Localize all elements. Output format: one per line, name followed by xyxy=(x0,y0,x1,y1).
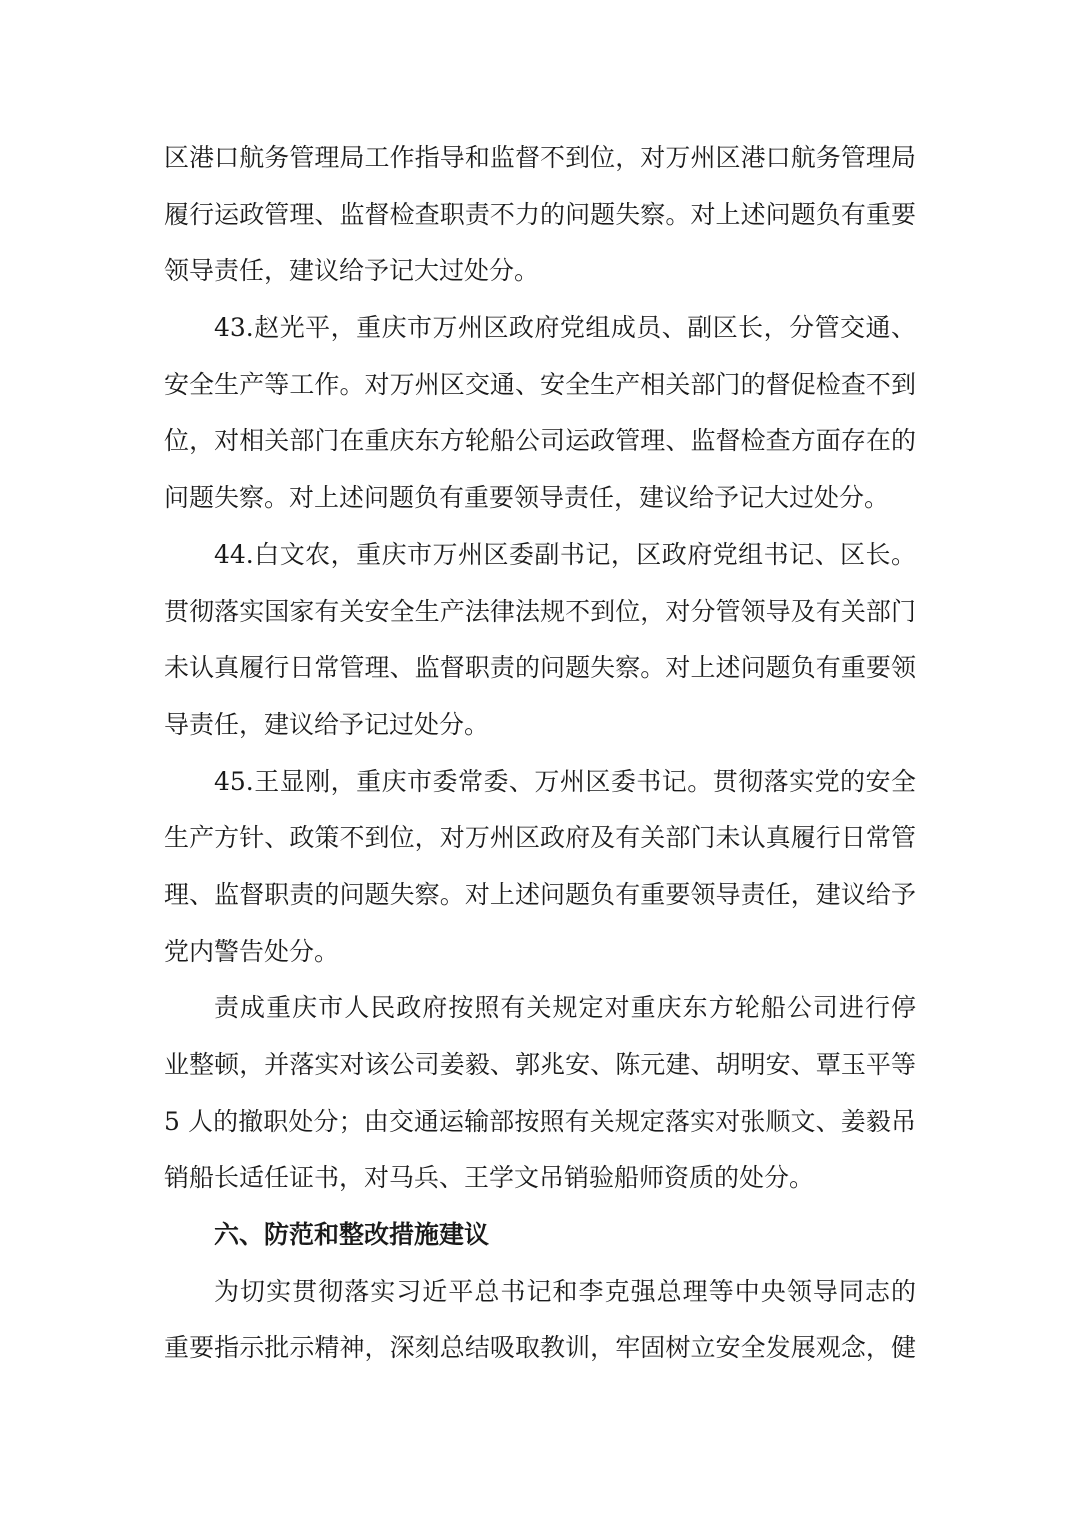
item-43-first-line: 43.赵光平，重庆市万州区政府党组成员、副区长，分管交通、 xyxy=(214,313,916,343)
paragraph-first-line: 为切实贯彻落实习近平总书记和李克强总理等中央领导同志的 xyxy=(214,1276,916,1306)
text-line: 区港口航务管理局工作指导和监督不到位，对万州区港口航务管理局 xyxy=(164,143,916,172)
text-line: 贯彻落实国家有关安全生产法律法规不到位，对分管领导及有关部门 xyxy=(164,596,916,626)
text-line: 位，对相关部门在重庆东方轮船公司运政管理、监督检查方面存在的 xyxy=(164,426,916,456)
text-line: 导责任，建议给予记过处分。 xyxy=(164,709,490,739)
item-44-first-line: 44.白文农，重庆市万州区委副书记，区政府党组书记、区长。 xyxy=(214,539,916,569)
text-line: 销船长适任证书，对马兵、王学文吊销验船师资质的处分。 xyxy=(164,1163,815,1193)
paragraph-first-line: 责成重庆市人民政府按照有关规定对重庆东方轮船公司进行停 xyxy=(214,993,916,1023)
text-line: 未认真履行日常管理、监督职责的问题失察。对上述问题负有重要领 xyxy=(164,653,916,683)
item-45-first-line: 45.王显刚，重庆市委常委、万州区委书记。贯彻落实党的安全 xyxy=(214,766,916,796)
section-heading: 六、防范和整改措施建议 xyxy=(214,1220,490,1250)
text-line: 履行运政管理、监督检查职责不力的问题失察。对上述问题负有重要 xyxy=(164,199,916,229)
text-line: 5 人的撤职处分；由交通运输部按照有关规定落实对张顺文、姜毅吊 xyxy=(164,1106,916,1136)
text-line: 领导责任，建议给予记大过处分。 xyxy=(164,256,540,286)
text-line: 党内警告处分。 xyxy=(164,936,340,966)
text-line: 重要指示批示精神，深刻总结吸取教训，牢固树立安全发展观念，健 xyxy=(164,1333,916,1363)
text-line: 安全生产等工作。对万州区交通、安全生产相关部门的督促检查不到 xyxy=(164,369,916,399)
text-line: 业整顿，并落实对该公司姜毅、郭兆安、陈元建、胡明安、覃玉平等 xyxy=(164,1050,916,1079)
text-line: 问题失察。对上述问题负有重要领导责任，建议给予记大过处分。 xyxy=(164,483,890,513)
document-body xyxy=(164,130,916,1377)
text-line: 理、监督职责的问题失察。对上述问题负有重要领导责任，建议给予 xyxy=(164,879,916,909)
text-line: 生产方针、政策不到位，对万州区政府及有关部门未认真履行日常管 xyxy=(164,823,916,853)
